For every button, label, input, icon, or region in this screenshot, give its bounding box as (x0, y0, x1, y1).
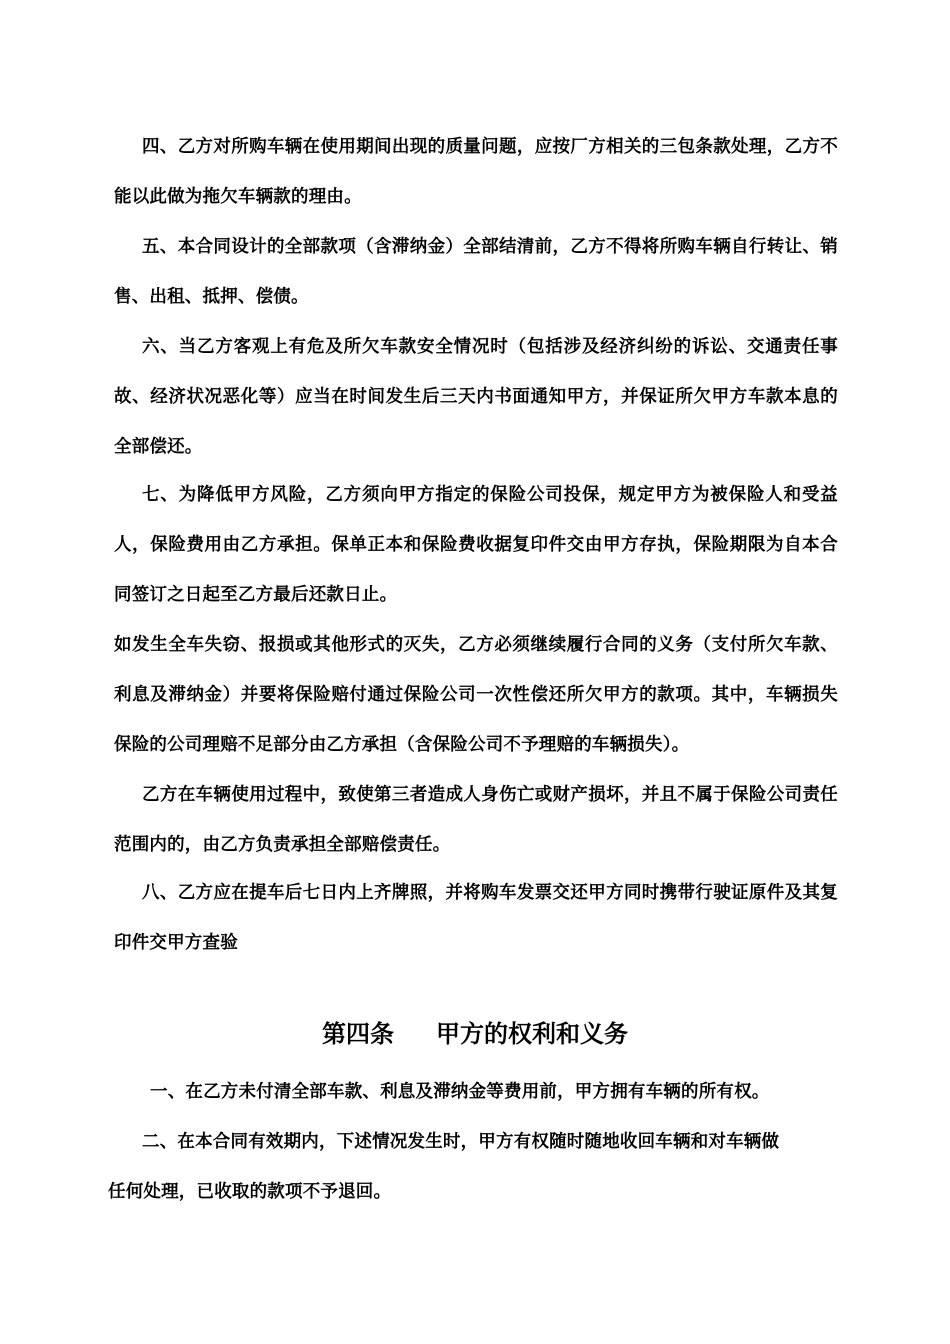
clause-8-paragraph: 八、乙方应在提车后七日内上齐牌照，并将购车发票交还甲方同时携带行驶证原件及其复印件交甲方查验 (114, 883, 838, 953)
clause-6-paragraph: 六、当乙方客观上有危及所欠车款安全情况时（包括涉及经济纠纷的诉讼、交通责任事故、经济状况恶化等）应当在时间发生后三天内书面通知甲方，并保证所欠甲方车款本息的全部偿还。 (114, 337, 838, 457)
section-4-item-2: 二、在本合同有效期内，下述情况发生时，甲方有权随时随地收回车辆和对车辆做 (142, 1132, 780, 1152)
section-4-item-2-continued: 任何处理，已收取的款项不予退回。 (108, 1182, 392, 1202)
clause-7-loss-paragraph: 如发生全车失窃、报损或其他形式的灭失，乙方必须继续履行合同的义务（支付所欠车款、利息及滞纳金）并要将保险赔付通过保险公司一次性偿还所欠甲方的款项。其中，车辆损失保险的公司理赔不足部分由乙方承担（含保险公司不予理赔的车辆损失）。 (114, 635, 838, 755)
section-heading (0, 1010, 950, 1058)
clause-5-paragraph: 五、本合同设计的全部款项（含滞纳金）全部结清前，乙方不得将所购车辆自行转让、销售、出租、抵押、偿债。 (114, 237, 838, 307)
clause-7-liability-paragraph: 乙方在车辆使用过程中，致使第三者造成人身伤亡或财产损坏，并且不属于保险公司责任范围内的，由乙方负责承担全部赔偿责任。 (114, 785, 838, 855)
clause-4-paragraph: 四、乙方对所购车辆在使用期间出现的质量问题，应按厂方相关的三包条款处理，乙方不能以此做为拖欠车辆款的理由。 (114, 137, 838, 207)
clause-7-paragraph: 七、为降低甲方风险，乙方须向甲方指定的保险公司投保，规定甲方为被保险人和受益人，保险费用由乙方承担。保单正本和保险费收据复印件交由甲方存执，保险期限为自本合同签订之日起至乙方最后还款日止。 (114, 485, 838, 605)
section-title: 甲方的权利和义务 (436, 1020, 628, 1048)
section-4-item-1: 一、在乙方未付清全部车款、利息及滞纳金等费用前，甲方拥有车辆的所有权。 (150, 1082, 770, 1102)
section-number: 第四条 (322, 1020, 394, 1048)
